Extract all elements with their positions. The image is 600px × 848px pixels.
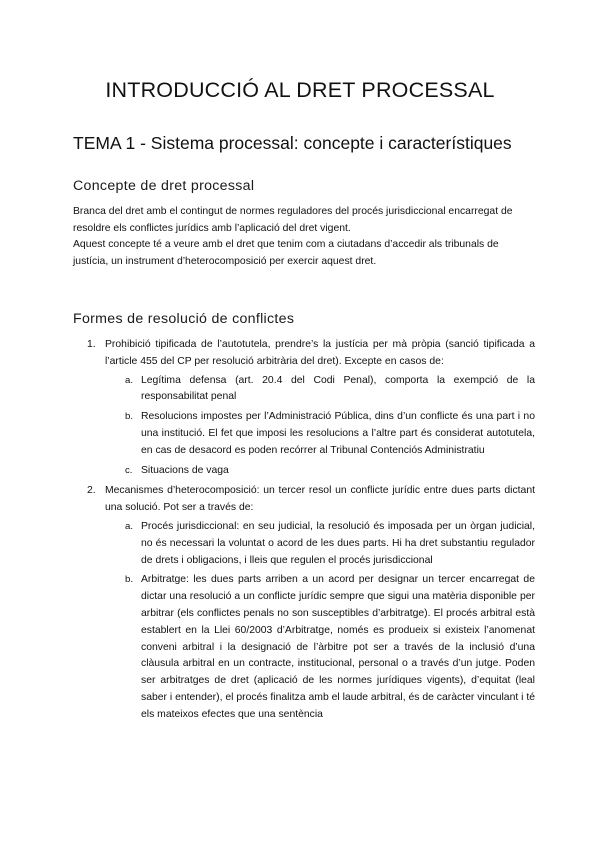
sublist-letter: b. [125,574,134,586]
sublist-item [105,519,535,569]
list-item [73,483,535,723]
sublist-item [105,463,535,480]
document-title: INTRODUCCIÓ AL DRET PROCESSAL [105,78,495,102]
sublist-item-text: Situacions de vaga [141,464,229,476]
conflict-resolution-list [73,337,535,728]
sublist-letter: a. [125,374,134,386]
sublist-letter: c. [125,464,133,476]
sublist-letter: a. [125,520,134,532]
sublist-item-text: Resolucions impostes per l’Administració Pública, dins d’un conflicte és una part i no una institució. El fet que imposi les resolucions a l’altre part és considerat autotutela, en cas de desacord es poden recórrer al Tribunal Contenciós Administratiu [141,411,535,456]
paragraph-definition: Branca del dret amb el contingut de normes reguladores del procés jurisdiccional encarregat de resoldre els conflictes jurídics amb l’aplicació del dret vigent. [73,206,513,234]
section-heading-concepte: Concepte de dret processal [73,178,255,194]
list-item-text: Prohibició tipificada de l’autotutela, prendre’s la justícia per mà pròpia (sanció tipificada a l’article 455 del CP per resolució arbitrària del dret). Excepte en casos de: [105,339,535,367]
sublist-item-text: Procés jurisdiccional: en seu judicial, la resolució és imposada per un òrgan judicial, no és necessari la voluntat o acord de les dues parts. Hi ha dret substantiu regulador de drets i obligacions, i lleis que regulen el procés jurisdiccional [141,520,535,566]
sublist [105,519,535,724]
sublist-letter: b. [125,411,134,423]
list-number: 2. [87,485,96,497]
section-heading-formes: Formes de resolució de conflictes [73,311,295,327]
sublist-item-text: Legítima defensa (art. 20.4 del Codi Penal), comporta la exempció de la responsabilitat penal [141,374,535,403]
sublist-item [105,572,535,723]
paragraph-access-justice: Aquest concepte té a veure amb el dret que tenim com a ciutadans d’accedir als tribunals de justícia, un instrument d’heterocomposició per exercir aquest dret. [73,239,499,267]
list-item-text: Mecanismes d’heterocomposició: un tercer resol un conflicte jurídic entre dues parts dictant una solució. Pot ser a través de: [105,485,535,514]
list-item [73,337,535,479]
sublist-item-text: Arbitratge: les dues parts arriben a un acord per designar un tercer encarregat de dictar una resolució a un conflicte jurídic sempre que sigui una matèria disponible per arbitrar (els conflictes penals no son susceptibles d’arbitratge). El procés arbitral està establert en la Llei 60/2003 d’Arbitratge, només es produeix si existeix l’anomenat conveni arbitral i la designació de l’àrbitre pot ser a través de la inclusió d’una clàusula arbitral en un contracte, institucional, personal o a través d’un jutge. Poden ser arbitratges de dret (aplicació de les normes jurídiques vigents), d’equitat (leal saber i entender), el procés finalitza amb el laude arbitral, és de caràcter vinculant i té els mateixos efectes que una sentència [141,574,535,720]
sublist [105,373,535,480]
list-number: 1. [87,339,96,350]
topic-heading: TEMA 1 - Sistema processal: concepte i característiques [73,133,512,153]
sublist-item [105,409,535,459]
sublist-item [105,373,535,407]
